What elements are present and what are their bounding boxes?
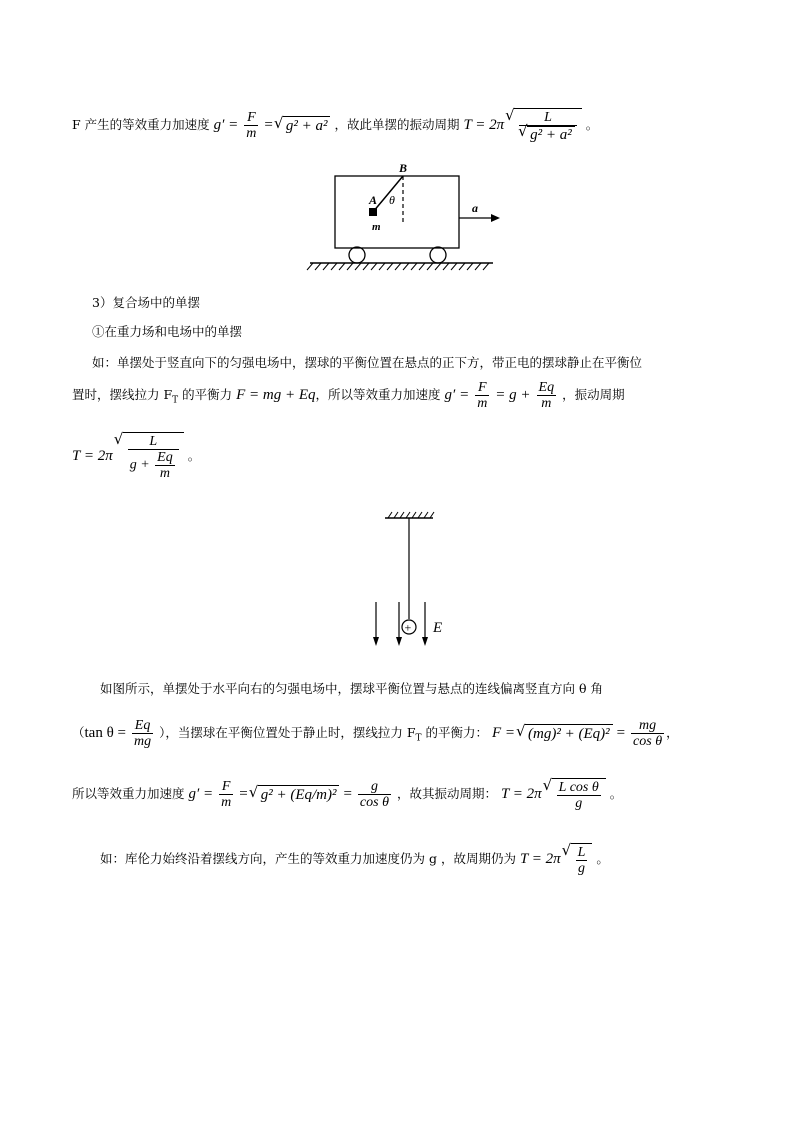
ground-hatch: [307, 263, 489, 270]
para1-line1: 如：单摆处于竖直向下的匀强电场中，摆球的平衡位置在悬点的正下方，带正电的摆球静止在平衡位: [92, 355, 643, 370]
para2-line2: （tan θ = $\frac{Eq}{mg}$ ），当摆球在平衡位置处于静止时，摆线拉力 $F_T$ 的平衡力： F = √ (mg)² + (Eq)² = $\frac{mg}{\text{cos θ}}$ ，: [72, 718, 732, 749]
wheel-right: [430, 247, 446, 263]
field-lines: [376, 602, 425, 640]
line-equivalent-gravity: F 产生的等效重力加速度 g′ = $\frac{F}{m}$ = √ g² + a² ，故此单摆的振动周期 T = 2π √ L √ g² + a² 。: [72, 108, 732, 143]
label-acc: a: [472, 201, 478, 215]
para2-line3: 所以等效重力加速度 g′ = $\frac{F}{m}$ = √ g² + (Eq/m)² = $\frac{g}{\text{cos θ}}$ ，故其振动周期： T = 2π √ $\frac{\text{L cos θ}}{g}$ 。: [72, 778, 732, 811]
label-a: A: [369, 193, 378, 207]
cart-body: [335, 176, 459, 248]
wheel-left: [349, 247, 365, 263]
label-theta: θ: [389, 193, 395, 207]
label-m: m: [372, 221, 381, 233]
figure-pendulum-electric-field: [360, 508, 460, 648]
sqrt: √ L √ g² + a²: [514, 108, 582, 143]
plus-sign: +: [404, 620, 412, 635]
para1-period-eq: T = 2π √ L g + $\frac{Eq}{m}$ 。: [72, 432, 732, 481]
section-heading: 3）复合场中的单摆: [92, 295, 200, 310]
para1-line2: 置时，摆线拉力 $F_T$ 的平衡力 F = mg + Eq，所以等效重力加速度 g′ = $\frac{F}{m}$ = g + $\frac{Eq}{m}$ ，振动周期: [72, 380, 625, 411]
label-b: B: [399, 162, 408, 175]
figure-cart-pendulum: [305, 162, 505, 277]
fraction: $\frac{F}{m}$: [246, 110, 257, 141]
para2-line1: 如图所示，单摆处于水平向右的匀强电场中，摆球平衡位置与悬点的连线偏离竖直方向 θ 角: [100, 681, 603, 696]
sqrt: √ g² + a²: [283, 116, 331, 135]
para3-line1: 如：库伦力始终沿着摆线方向，产生的等效重力加速度仍为 g ，故周期仍为 T = 2π √ $\frac{L}{g}$ 。: [100, 843, 760, 876]
label-e: E: [433, 620, 443, 636]
pendulum-string: [373, 176, 403, 212]
pendulum-bob: [369, 208, 377, 216]
subsection-heading: ①在重力场和电场中的单摆: [92, 324, 243, 339]
